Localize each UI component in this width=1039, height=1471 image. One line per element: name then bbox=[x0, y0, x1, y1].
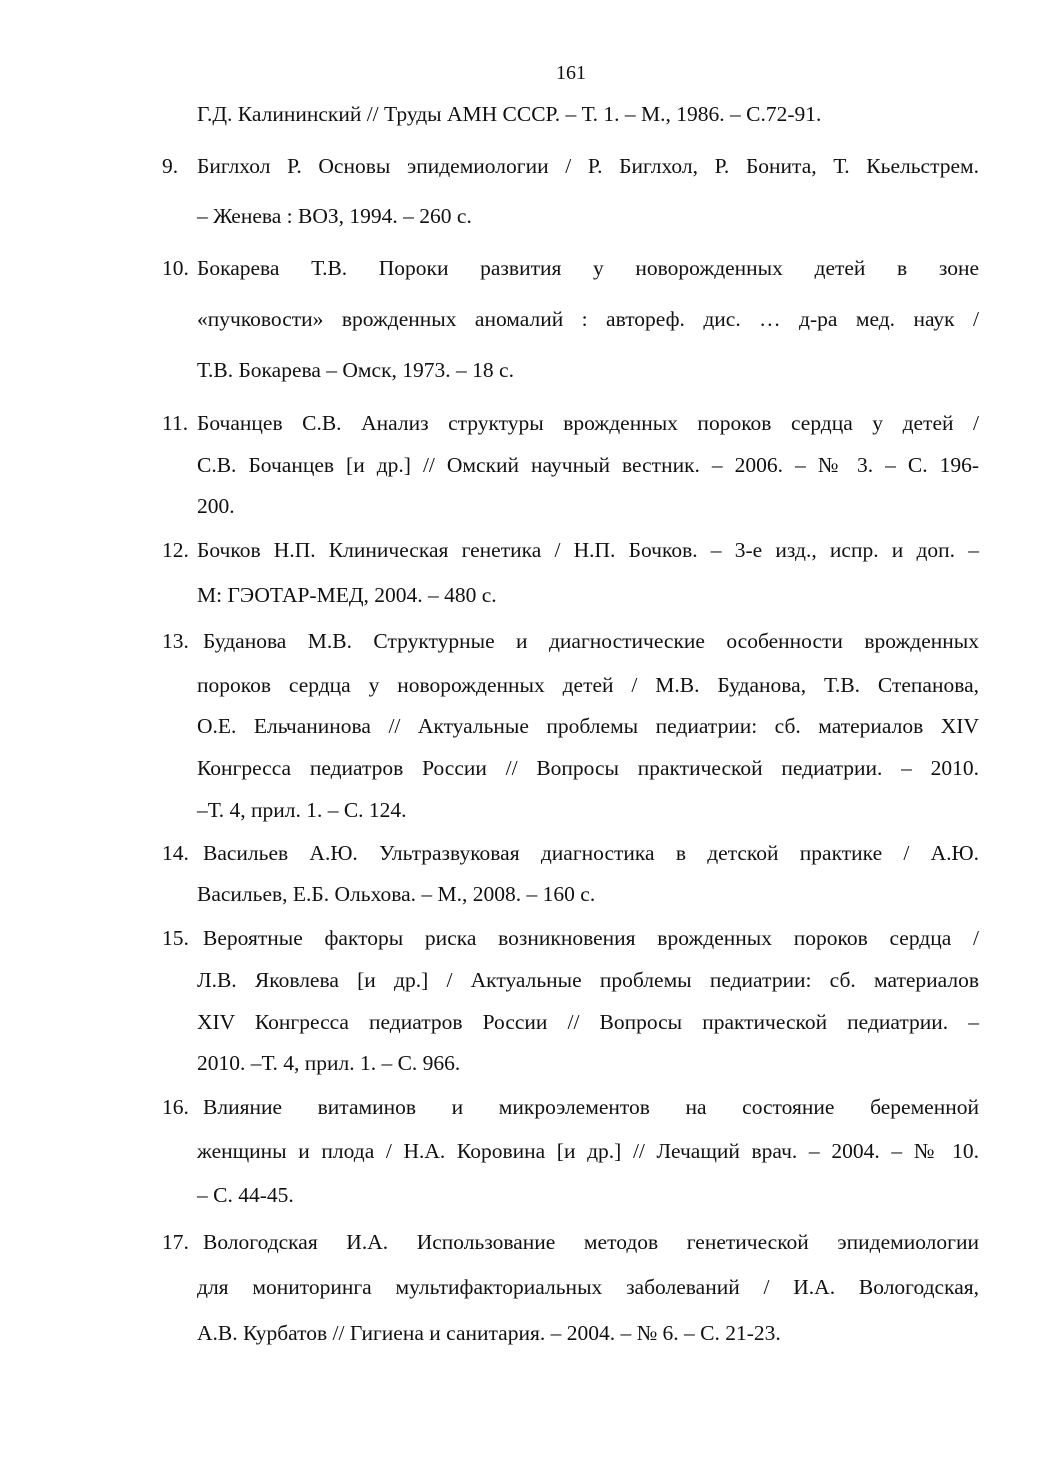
entry-line: М: ГЭОТАР-МЕД, 2004. – 480 с. bbox=[197, 583, 497, 607]
entry-number: 13. bbox=[162, 629, 189, 653]
entry-line: С.В. Бочанцев [и др.] // Омский научный вестник. – 2006. – № 3. – С. 196- bbox=[197, 453, 979, 477]
entry-line: Бочанцев С.В. Анализ структуры врожденных пороков сердца у детей / bbox=[197, 411, 979, 435]
entry-number: 12. bbox=[162, 538, 189, 562]
entry-line: Г.Д. Калининский // Труды АМН СССР. – Т. 1. – М., 1986. – С.72-91. bbox=[197, 102, 822, 126]
entry-number: 9. bbox=[162, 154, 179, 178]
entry-number: 15. bbox=[162, 926, 189, 950]
entry-line: Вологодская И.А. Использование методов генетической эпидемиологии bbox=[203, 1230, 979, 1254]
entry-line: XIV Конгресса педиатров России // Вопросы практической педиатрии. – bbox=[197, 1010, 979, 1034]
entry-line: А.В. Курбатов // Гигиена и санитария. – 2004. – № 6. – С. 21-23. bbox=[197, 1321, 781, 1345]
entry-line: пороков сердца у новорожденных детей / М.В. Буданова, Т.В. Степанова, bbox=[197, 673, 979, 697]
page-number: 161 bbox=[556, 62, 586, 84]
entry-line: Л.В. Яковлева [и др.] / Актуальные проблемы педиатрии: сб. материалов bbox=[197, 968, 979, 992]
entry-line: Бочков Н.П. Клиническая генетика / Н.П. Бочков. – 3-е изд., испр. и доп. – bbox=[197, 538, 979, 562]
entry-line: Т.В. Бокарева – Омск, 1973. – 18 с. bbox=[197, 358, 514, 382]
entry-line: женщины и плода / Н.А. Коровина [и др.] // Лечащий врач. – 2004. – № 10. bbox=[197, 1139, 979, 1163]
entry-line: Васильев, Е.Б. Ольхова. – М., 2008. – 160 с. bbox=[197, 882, 596, 906]
entry-number: 14. bbox=[162, 841, 189, 865]
entry-line: Буданова М.В. Структурные и диагностические особенности врожденных bbox=[203, 629, 979, 653]
entry-line: Бокарева Т.В. Пороки развития у новорожденных детей в зоне bbox=[197, 256, 979, 280]
entry-line: Вероятные факторы риска возникновения врожденных пороков сердца / bbox=[203, 926, 979, 950]
entry-number: 17. bbox=[162, 1230, 189, 1254]
entry-line: Влияние витаминов и микроэлементов на состояние беременной bbox=[203, 1095, 979, 1119]
entry-line: О.Е. Ельчанинова // Актуальные проблемы педиатрии: сб. материалов XIV bbox=[197, 714, 979, 738]
entry-line: Конгресса педиатров России // Вопросы практической педиатрии. – 2010. bbox=[197, 756, 979, 780]
entry-line: 200. bbox=[197, 494, 235, 518]
entry-line: 2010. –Т. 4, прил. 1. – С. 966. bbox=[197, 1051, 461, 1075]
entry-line: Биглхол Р. Основы эпидемиологии / Р. Биглхол, Р. Бонита, Т. Кьельстрем. bbox=[197, 154, 979, 178]
entry-number: 16. bbox=[162, 1095, 189, 1119]
entry-number: 10. bbox=[162, 256, 189, 280]
entry-line: для мониторинга мультифакториальных заболеваний / И.А. Вологодская, bbox=[197, 1275, 979, 1299]
entry-line: –Т. 4, прил. 1. – С. 124. bbox=[197, 798, 407, 822]
entry-line: Васильев А.Ю. Ультразвуковая диагностика в детской практике / А.Ю. bbox=[203, 841, 979, 865]
entry-line: «пучковости» врожденных аномалий : автореф. дис. … д-ра мед. наук / bbox=[197, 307, 979, 331]
entry-number: 11. bbox=[162, 411, 189, 435]
entry-line: – С. 44-45. bbox=[197, 1183, 294, 1207]
entry-line: – Женева : ВОЗ, 1994. – 260 с. bbox=[197, 204, 472, 228]
